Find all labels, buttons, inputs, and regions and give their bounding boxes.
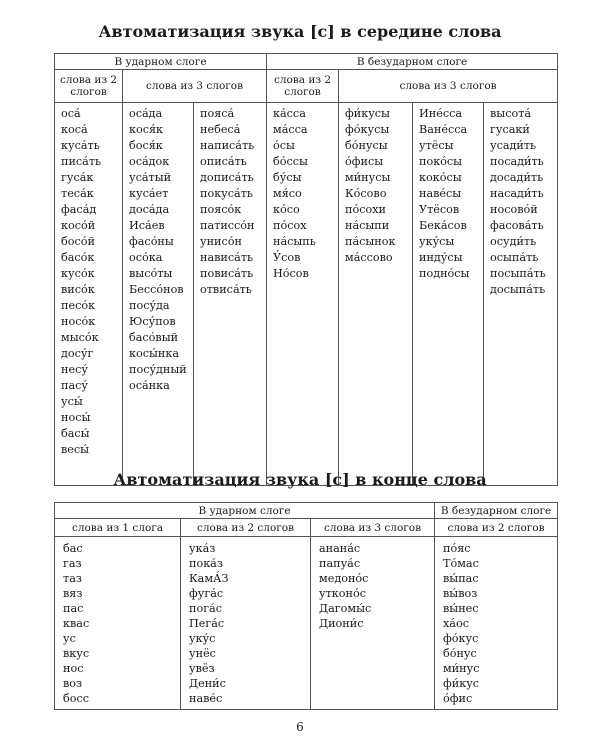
word-column: [55, 537, 181, 710]
word-item: отвиса́ть: [200, 283, 252, 296]
word-item: носы́: [61, 411, 91, 424]
word-item: оса́док: [129, 155, 170, 168]
word-item: поко́сы: [419, 155, 463, 168]
word-item: уса́тый: [129, 171, 172, 184]
word-item: написа́ть: [200, 139, 255, 152]
word-item: То́мас: [443, 557, 479, 570]
word-item: пояса́: [200, 107, 235, 120]
word-item: покуса́ть: [200, 187, 253, 200]
word-item: вкус: [63, 647, 90, 660]
word-column: [194, 103, 267, 486]
word-item: куса́ть: [61, 139, 100, 152]
word-item: ха́ос: [443, 617, 469, 630]
word-item: ма́ссово: [345, 251, 393, 264]
word-item: посу́дный: [129, 363, 187, 376]
word-item: ко́со: [273, 203, 300, 216]
word-item: повиса́ть: [200, 267, 254, 280]
word-item: усади́ть: [490, 139, 537, 152]
word-item: усы́: [61, 395, 83, 408]
word-item: Пега́с: [189, 617, 225, 630]
word-column: [339, 103, 413, 486]
word-item: досу́г: [61, 347, 94, 360]
word-column: [311, 537, 435, 710]
word-item: посади́ть: [490, 155, 544, 168]
word-item: гуса́к: [61, 171, 94, 184]
word-item: медоно́с: [319, 572, 369, 585]
word-item: оса́нка: [129, 379, 170, 392]
word-item: осуди́ть: [490, 235, 537, 248]
word-item: насади́ть: [490, 187, 544, 200]
word-item: коко́сы: [419, 171, 462, 184]
word-item: У́сов: [273, 251, 301, 264]
word-item: квас: [63, 617, 90, 630]
word-item: вы́пас: [443, 572, 479, 585]
subheader-3-syllables: слова из 3 слогов: [123, 70, 267, 103]
word-item: ма́сса: [273, 123, 308, 136]
subheader-3-syllables: слова из 3 слогов: [311, 519, 435, 537]
word-item: унисо́н: [200, 235, 242, 248]
word-item: газ: [63, 557, 82, 570]
word-item: по́сохи: [345, 203, 386, 216]
word-item: вяз: [63, 587, 83, 600]
word-item: бо́нусы: [345, 139, 388, 152]
word-item: на́сыпи: [345, 219, 390, 232]
word-item: босс: [63, 692, 90, 705]
word-item: басо́вый: [129, 331, 179, 344]
word-item: описа́ть: [200, 155, 247, 168]
section1-title: Автоматизация звука [с] в середине слова: [98, 22, 502, 41]
subheader-2-syllables: слова из 2 слогов: [55, 70, 123, 103]
word-item: анана́с: [319, 542, 361, 555]
word-item: уку́с: [189, 632, 216, 645]
word-item: ми́нусы: [345, 171, 391, 184]
word-column: [267, 103, 339, 486]
word-item: фи́кус: [443, 677, 480, 690]
word-item: фи́кусы: [345, 107, 390, 120]
word-item: патиссо́н: [200, 219, 255, 232]
word-item: писа́ть: [61, 155, 102, 168]
word-item: кусо́к: [61, 267, 95, 280]
word-item: бас: [63, 542, 83, 555]
word-item: оса́да: [129, 107, 163, 120]
word-item: нависа́ть: [200, 251, 254, 264]
word-item: осыпа́ть: [490, 251, 539, 264]
page-number: 6: [296, 720, 304, 734]
word-column: [435, 537, 558, 710]
subheader-2-syllables-unstressed: слова из 2 слогов: [267, 70, 339, 103]
word-item: Бека́сов: [419, 219, 467, 232]
word-item: посу́да: [129, 299, 170, 312]
word-item: бося́к: [129, 139, 163, 152]
word-item: носо́к: [61, 315, 96, 328]
word-item: оса́: [61, 107, 81, 120]
word-item: наве́сы: [419, 187, 462, 200]
word-item: ми́нус: [443, 662, 480, 675]
word-item: КамА́З: [189, 572, 229, 585]
word-item: Ване́сса: [419, 123, 468, 136]
word-item: песо́к: [61, 299, 96, 312]
word-item: гусаки́: [490, 123, 530, 136]
word-item: кося́к: [129, 123, 164, 136]
word-item: бо́ссы: [273, 155, 308, 168]
word-item: наве́с: [189, 692, 223, 705]
word-item: о́сы: [273, 139, 295, 152]
word-column: [181, 537, 311, 710]
word-item: увёз: [189, 662, 215, 675]
word-item: воз: [63, 677, 83, 690]
word-item: Иса́ев: [129, 219, 165, 232]
word-item: Бессо́нов: [129, 283, 184, 296]
word-column: [123, 103, 194, 486]
subheader-2-syllables: слова из 2 слогов: [181, 519, 311, 537]
word-item: фасо́ны: [129, 235, 174, 248]
word-item: фо́кусы: [345, 123, 390, 136]
stressed-header: В ударном слоге: [55, 54, 267, 70]
word-item: утёсы: [419, 139, 454, 152]
word-item: утконо́с: [319, 587, 366, 600]
word-item: поясо́к: [200, 203, 242, 216]
word-item: Диони́с: [319, 617, 364, 630]
word-item: небеса́: [200, 123, 241, 136]
word-item: Ко́сово: [345, 187, 387, 200]
word-item: на́сыпь: [273, 235, 316, 248]
section2-title: Автоматизация звука [с] в конце слова: [113, 470, 487, 489]
word-item: Дагомы́с: [319, 602, 372, 615]
word-item: фуга́с: [189, 587, 224, 600]
stressed-header: В ударном слоге: [55, 503, 435, 519]
word-item: нос: [63, 662, 84, 675]
word-item: уку́сы: [419, 235, 455, 248]
word-item: Ине́сса: [419, 107, 463, 120]
word-item: пасу́: [61, 379, 88, 392]
word-item: высо́ты: [129, 267, 173, 280]
word-item: пога́с: [189, 602, 222, 615]
word-item: посыпа́ть: [490, 267, 546, 280]
word-item: косы́нка: [129, 347, 180, 360]
word-item: несу́: [61, 363, 88, 376]
unstressed-header: В безударном слоге: [267, 54, 558, 70]
word-item: по́сох: [273, 219, 307, 232]
word-item: вы́нес: [443, 602, 479, 615]
word-item: бо́нус: [443, 647, 477, 660]
word-item: теса́к: [61, 187, 94, 200]
word-item: вы́воз: [443, 587, 478, 600]
word-item: инду́сы: [419, 251, 463, 264]
word-item: куса́ет: [129, 187, 169, 200]
subheader-2-syllables-unstressed: слова из 2 слогов: [435, 519, 558, 537]
word-item: унёс: [189, 647, 216, 660]
word-item: папуа́с: [319, 557, 361, 570]
word-item: ус: [63, 632, 76, 645]
word-item: подно́сы: [419, 267, 470, 280]
word-item: босо́й: [61, 235, 95, 248]
word-item: мя́со: [273, 187, 302, 200]
word-column: [55, 103, 123, 486]
word-item: доса́да: [129, 203, 170, 216]
word-item: о́фисы: [345, 155, 384, 168]
word-item: Юсу́пов: [129, 315, 176, 328]
word-item: басы́: [61, 427, 90, 440]
word-item: коса́: [61, 123, 88, 136]
word-item: па́сынок: [345, 235, 396, 248]
word-item: мысо́к: [61, 331, 99, 344]
word-item: косо́й: [61, 219, 96, 232]
word-item: фасова́ть: [490, 219, 544, 232]
word-item: Утёсов: [419, 203, 460, 216]
word-item: весы́: [61, 443, 90, 456]
word-item: Дени́с: [189, 677, 226, 690]
word-item: бу́сы: [273, 171, 302, 184]
word-item: ка́сса: [273, 107, 306, 120]
word-item: высота́: [490, 107, 532, 120]
word-item: о́фис: [443, 692, 473, 705]
unstressed-header: В безударном слоге: [435, 503, 558, 519]
word-item: ука́з: [189, 542, 216, 555]
word-item: Но́сов: [273, 267, 309, 280]
word-item: висо́к: [61, 283, 95, 296]
word-item: носово́й: [490, 203, 538, 216]
middle-sound-table: [54, 53, 558, 486]
word-item: досади́ть: [490, 171, 544, 184]
subheader-3-syllables-unstressed: слова из 3 слогов: [339, 70, 558, 103]
word-item: фо́кус: [443, 632, 479, 645]
word-item: дописа́ть: [200, 171, 254, 184]
subheader-1-syllable: слова из 1 слога: [55, 519, 181, 537]
word-column: [413, 103, 484, 486]
word-item: пока́з: [189, 557, 223, 570]
word-item: осо́ка: [129, 251, 163, 264]
word-item: фаса́д: [61, 203, 97, 216]
word-item: по́яс: [443, 542, 471, 555]
word-item: басо́к: [61, 251, 95, 264]
word-item: досыпа́ть: [490, 283, 546, 296]
final-sound-table: [54, 502, 558, 710]
word-item: таз: [63, 572, 82, 585]
word-column: [484, 103, 558, 486]
word-item: пас: [63, 602, 84, 615]
